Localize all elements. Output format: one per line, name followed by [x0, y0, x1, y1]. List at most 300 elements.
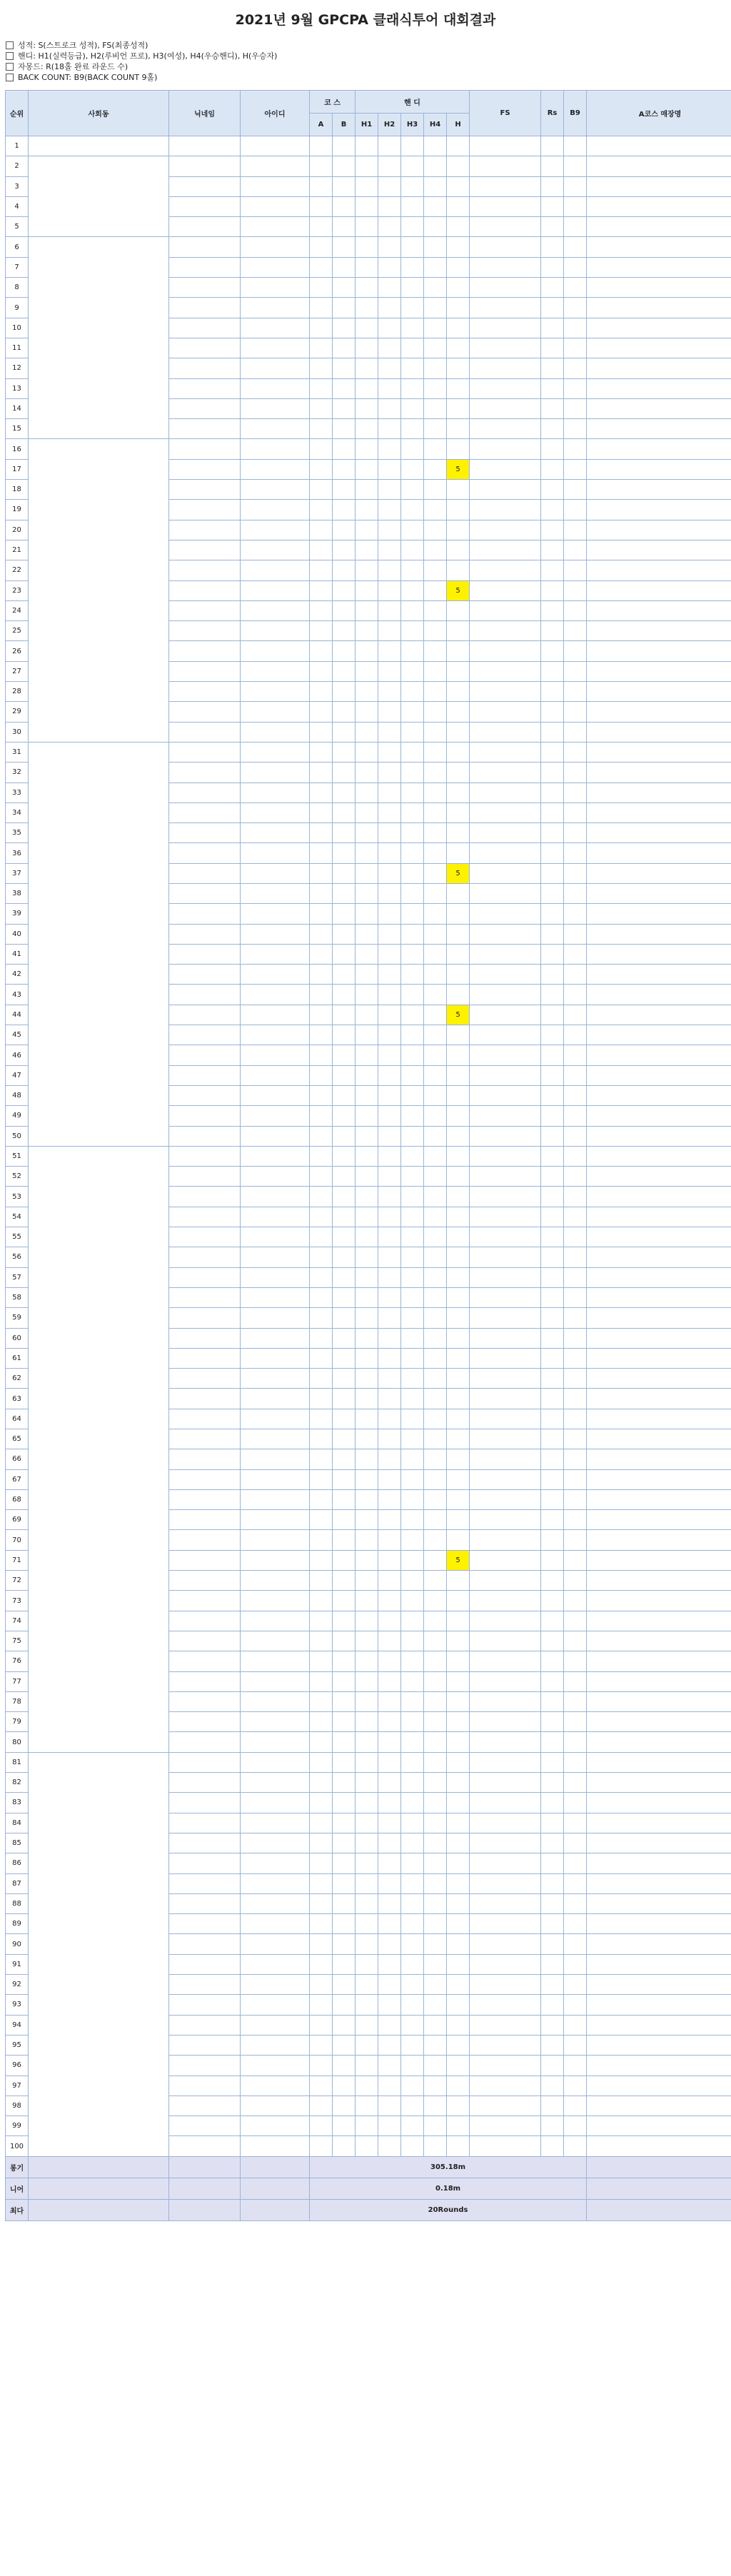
fs-cell	[470, 843, 541, 863]
fs-cell	[470, 1167, 541, 1187]
nickname-cell	[169, 2095, 241, 2115]
b-cell	[333, 1287, 356, 1307]
b-cell	[333, 1328, 356, 1348]
store-cell	[587, 1065, 731, 1085]
store-cell	[587, 823, 731, 843]
nickname-cell	[169, 278, 241, 298]
fs-cell	[470, 763, 541, 783]
nickname-cell	[169, 702, 241, 722]
rs-cell	[541, 1954, 564, 1974]
b9-cell	[564, 540, 587, 560]
b9-cell	[564, 1591, 587, 1611]
h2-cell	[378, 742, 401, 762]
a-cell	[310, 1369, 333, 1389]
rs-cell	[541, 398, 564, 418]
b9-cell	[564, 763, 587, 783]
b9-cell	[564, 358, 587, 378]
userid-cell	[241, 600, 310, 620]
fs-cell	[470, 1773, 541, 1793]
store-cell	[587, 1005, 731, 1025]
b9-cell	[564, 378, 587, 398]
h2-cell	[378, 2015, 401, 2035]
h2-cell	[378, 1853, 401, 1873]
fs-cell	[470, 439, 541, 459]
b-cell	[333, 1126, 356, 1146]
h4-cell	[424, 641, 447, 661]
h1-cell	[356, 965, 378, 985]
a-cell	[310, 904, 333, 924]
b-cell	[333, 1045, 356, 1065]
h1-cell	[356, 682, 378, 702]
store-cell	[587, 965, 731, 985]
b-cell	[333, 2015, 356, 2035]
fs-cell	[470, 1085, 541, 1105]
h4-cell	[424, 1085, 447, 1105]
h3-cell	[401, 459, 424, 479]
rs-cell	[541, 560, 564, 580]
fs-cell	[470, 641, 541, 661]
fs-cell	[470, 1126, 541, 1146]
b-cell	[333, 1085, 356, 1105]
h3-cell	[401, 904, 424, 924]
rs-cell	[541, 1873, 564, 1893]
userid-cell	[241, 1530, 310, 1550]
userid-cell	[241, 1489, 310, 1509]
rs-cell	[541, 2116, 564, 2136]
h2-cell	[378, 318, 401, 338]
b-cell	[333, 661, 356, 681]
b-cell	[333, 682, 356, 702]
fs-cell	[470, 1308, 541, 1328]
b9-cell	[564, 1429, 587, 1449]
b-cell	[333, 1489, 356, 1509]
h3-cell	[401, 722, 424, 742]
h3-cell	[401, 1550, 424, 1570]
b-cell	[333, 1267, 356, 1287]
h3-cell	[401, 1409, 424, 1429]
h2-cell	[378, 298, 401, 318]
rs-cell	[541, 2136, 564, 2156]
h2-cell	[378, 1671, 401, 1691]
h1-cell	[356, 742, 378, 762]
a-cell	[310, 298, 333, 318]
a-cell	[310, 1691, 333, 1711]
h1-cell	[356, 600, 378, 620]
b9-cell	[564, 2015, 587, 2035]
h1-cell	[356, 661, 378, 681]
nickname-cell	[169, 600, 241, 620]
a-cell	[310, 742, 333, 762]
h4-cell	[424, 1348, 447, 1368]
h3-cell	[401, 1469, 424, 1489]
a-cell	[310, 600, 333, 620]
b9-cell	[564, 1671, 587, 1691]
a-cell	[310, 439, 333, 459]
header-h4: H4	[424, 114, 447, 136]
b-cell	[333, 1611, 356, 1631]
b9-cell	[564, 1530, 587, 1550]
nickname-cell	[169, 1267, 241, 1287]
h3-cell	[401, 1308, 424, 1328]
b-cell	[333, 1954, 356, 1974]
h2-cell	[378, 985, 401, 1005]
userid-cell	[241, 1793, 310, 1813]
a-cell	[310, 419, 333, 439]
b-cell	[333, 1369, 356, 1389]
h2-cell	[378, 641, 401, 661]
rank-cell: 64	[6, 1409, 29, 1429]
h-cell	[447, 1328, 470, 1348]
b-cell	[333, 1389, 356, 1409]
h4-cell	[424, 783, 447, 803]
rank-cell: 100	[6, 2136, 29, 2156]
nickname-cell	[169, 1489, 241, 1509]
h1-cell	[356, 1267, 378, 1287]
fs-cell	[470, 398, 541, 418]
store-cell	[587, 843, 731, 863]
h-cell	[447, 1429, 470, 1449]
userid-cell	[241, 1651, 310, 1671]
header-h: H	[447, 114, 470, 136]
rs-cell	[541, 378, 564, 398]
b-cell	[333, 1873, 356, 1893]
fs-cell	[470, 1873, 541, 1893]
h1-cell	[356, 1914, 378, 1934]
h4-cell	[424, 439, 447, 459]
rs-cell	[541, 2035, 564, 2055]
a-cell	[310, 944, 333, 964]
h2-cell	[378, 500, 401, 520]
userid-cell	[241, 1853, 310, 1873]
b-cell	[333, 1793, 356, 1813]
h2-cell	[378, 2136, 401, 2156]
h1-cell	[356, 1489, 378, 1509]
award-value: 20Rounds	[310, 2199, 587, 2220]
store-cell	[587, 358, 731, 378]
rs-cell	[541, 1005, 564, 1025]
h4-cell	[424, 1005, 447, 1025]
h1-cell	[356, 1651, 378, 1671]
store-cell	[587, 1328, 731, 1348]
userid-cell	[241, 1752, 310, 1772]
rs-cell	[541, 1893, 564, 1913]
sponsor-cell	[29, 1752, 169, 2156]
h4-cell	[424, 682, 447, 702]
userid-cell	[241, 156, 310, 176]
h-cell	[447, 1853, 470, 1873]
nickname-cell	[169, 1369, 241, 1389]
fs-cell	[470, 257, 541, 277]
store-cell	[587, 702, 731, 722]
h4-cell	[424, 600, 447, 620]
nickname-cell	[169, 965, 241, 985]
fs-cell	[470, 1793, 541, 1813]
b9-cell	[564, 1227, 587, 1247]
userid-cell	[241, 2015, 310, 2035]
h1-cell	[356, 1025, 378, 1045]
rs-cell	[541, 763, 564, 783]
h2-cell	[378, 520, 401, 540]
nickname-cell	[169, 298, 241, 318]
nickname-cell	[169, 540, 241, 560]
h3-cell	[401, 1914, 424, 1934]
rs-cell	[541, 237, 564, 257]
h-cell	[447, 1146, 470, 1166]
userid-cell	[241, 1550, 310, 1570]
legend-line: BACK COUNT: B9(BACK COUNT 9홀)	[18, 73, 158, 82]
rank-cell: 85	[6, 1833, 29, 1853]
rank-cell: 11	[6, 338, 29, 358]
h-cell	[447, 1510, 470, 1530]
h3-cell	[401, 1247, 424, 1267]
h4-cell	[424, 1469, 447, 1489]
a-cell	[310, 1773, 333, 1793]
rank-cell: 58	[6, 1287, 29, 1307]
fs-cell	[470, 1247, 541, 1267]
header-rank: 순위	[6, 91, 29, 136]
fs-cell	[470, 520, 541, 540]
nickname-cell	[169, 1853, 241, 1873]
rank-cell: 78	[6, 1691, 29, 1711]
b9-cell	[564, 176, 587, 196]
rank-cell: 49	[6, 1106, 29, 1126]
h-cell	[447, 1449, 470, 1469]
h4-cell	[424, 1207, 447, 1227]
fs-cell	[470, 722, 541, 742]
b-cell	[333, 1813, 356, 1833]
b-cell	[333, 742, 356, 762]
store-cell	[587, 641, 731, 661]
rs-cell	[541, 904, 564, 924]
h2-cell	[378, 1005, 401, 1025]
store-cell	[587, 1489, 731, 1509]
h4-cell	[424, 1631, 447, 1651]
h2-cell	[378, 560, 401, 580]
userid-cell	[241, 136, 310, 156]
award-value: 0.18m	[310, 2178, 587, 2199]
fs-cell	[470, 1207, 541, 1227]
award-row	[6, 2178, 731, 2199]
h1-cell	[356, 2076, 378, 2095]
a-cell	[310, 1995, 333, 2015]
h-cell	[447, 682, 470, 702]
h2-cell	[378, 1873, 401, 1893]
store-cell	[587, 985, 731, 1005]
rs-cell	[541, 459, 564, 479]
userid-cell	[241, 1893, 310, 1913]
store-cell	[587, 1813, 731, 1833]
nickname-cell	[169, 2116, 241, 2136]
userid-cell	[241, 1449, 310, 1469]
userid-cell	[241, 661, 310, 681]
b9-cell	[564, 965, 587, 985]
store-cell	[587, 2095, 731, 2115]
h2-cell	[378, 1247, 401, 1267]
nickname-cell	[169, 1833, 241, 1853]
rank-cell: 52	[6, 1167, 29, 1187]
rank-cell: 48	[6, 1085, 29, 1105]
h-cell	[447, 1671, 470, 1691]
b-cell	[333, 1025, 356, 1045]
h1-cell	[356, 1793, 378, 1813]
b9-cell	[564, 1146, 587, 1166]
b9-cell	[564, 641, 587, 661]
h3-cell	[401, 1207, 424, 1227]
b9-cell	[564, 985, 587, 1005]
h2-cell	[378, 1429, 401, 1449]
fs-cell	[470, 1530, 541, 1550]
fs-cell	[470, 1732, 541, 1752]
rank-cell: 60	[6, 1328, 29, 1348]
h4-cell	[424, 2076, 447, 2095]
nickname-cell	[169, 398, 241, 418]
h3-cell	[401, 196, 424, 216]
h2-cell	[378, 358, 401, 378]
rs-cell	[541, 217, 564, 237]
userid-cell	[241, 1146, 310, 1166]
userid-cell	[241, 257, 310, 277]
results-table	[5, 90, 731, 2221]
userid-cell	[241, 1631, 310, 1651]
rank-cell: 61	[6, 1348, 29, 1368]
userid-cell	[241, 823, 310, 843]
award-row	[6, 2199, 731, 2220]
award-nickname	[169, 2199, 241, 2220]
nickname-cell	[169, 1793, 241, 1813]
h-cell	[447, 1389, 470, 1409]
b-cell	[333, 823, 356, 843]
h-cell	[447, 298, 470, 318]
nickname-cell	[169, 2056, 241, 2076]
userid-cell	[241, 237, 310, 257]
b9-cell	[564, 1045, 587, 1065]
userid-cell	[241, 1106, 310, 1126]
store-cell	[587, 1106, 731, 1126]
header-h3: H3	[401, 114, 424, 136]
nickname-cell	[169, 1449, 241, 1469]
nickname-cell	[169, 196, 241, 216]
fs-cell	[470, 1995, 541, 2015]
userid-cell	[241, 459, 310, 479]
h3-cell	[401, 439, 424, 459]
b-cell	[333, 1187, 356, 1207]
nickname-cell	[169, 1893, 241, 1913]
fs-cell	[470, 1712, 541, 1732]
a-cell	[310, 1106, 333, 1126]
h4-cell	[424, 1247, 447, 1267]
b-cell	[333, 560, 356, 580]
rank-cell: 8	[6, 278, 29, 298]
fs-cell	[470, 1489, 541, 1509]
b9-cell	[564, 1934, 587, 1954]
h-cell: 5	[447, 863, 470, 883]
fs-cell	[470, 2076, 541, 2095]
b9-cell	[564, 924, 587, 944]
a-cell	[310, 1085, 333, 1105]
fs-cell	[470, 278, 541, 298]
rank-cell: 24	[6, 600, 29, 620]
nickname-cell	[169, 763, 241, 783]
a-cell	[310, 1550, 333, 1570]
rs-cell	[541, 500, 564, 520]
a-cell	[310, 985, 333, 1005]
h-cell	[447, 1833, 470, 1853]
h2-cell	[378, 1651, 401, 1671]
userid-cell	[241, 1914, 310, 1934]
store-cell	[587, 1085, 731, 1105]
rank-cell: 98	[6, 2095, 29, 2115]
userid-cell	[241, 2095, 310, 2115]
h1-cell	[356, 1287, 378, 1307]
h3-cell	[401, 1227, 424, 1247]
a-cell	[310, 1793, 333, 1813]
b-cell	[333, 1732, 356, 1752]
b-cell	[333, 1247, 356, 1267]
fs-cell	[470, 1591, 541, 1611]
b9-cell	[564, 1187, 587, 1207]
h2-cell	[378, 1409, 401, 1429]
fs-cell	[470, 1671, 541, 1691]
nickname-cell	[169, 257, 241, 277]
a-cell	[310, 1671, 333, 1691]
rank-cell: 25	[6, 621, 29, 641]
nickname-cell	[169, 1651, 241, 1671]
rank-cell: 70	[6, 1530, 29, 1550]
store-cell	[587, 500, 731, 520]
store-cell	[587, 803, 731, 822]
b9-cell	[564, 1167, 587, 1187]
h4-cell	[424, 1975, 447, 1995]
store-cell	[587, 1954, 731, 1974]
h3-cell	[401, 763, 424, 783]
h3-cell	[401, 1691, 424, 1711]
nickname-cell	[169, 1732, 241, 1752]
fs-cell	[470, 883, 541, 903]
h3-cell	[401, 1732, 424, 1752]
rs-cell	[541, 783, 564, 803]
fs-cell	[470, 1571, 541, 1591]
h-cell	[447, 439, 470, 459]
b-cell	[333, 540, 356, 560]
b-cell	[333, 439, 356, 459]
b9-cell	[564, 338, 587, 358]
rank-cell: 13	[6, 378, 29, 398]
rank-cell: 21	[6, 540, 29, 560]
userid-cell	[241, 278, 310, 298]
rank-cell: 68	[6, 1489, 29, 1509]
a-cell	[310, 358, 333, 378]
h1-cell	[356, 843, 378, 863]
rs-cell	[541, 1328, 564, 1348]
fs-cell	[470, 742, 541, 762]
rs-cell	[541, 156, 564, 176]
rank-cell: 67	[6, 1469, 29, 1489]
h2-cell	[378, 1893, 401, 1913]
b-cell	[333, 641, 356, 661]
b-cell	[333, 722, 356, 742]
rs-cell	[541, 1227, 564, 1247]
a-cell	[310, 1045, 333, 1065]
fs-cell	[470, 2056, 541, 2076]
store-cell	[587, 2015, 731, 2035]
h1-cell	[356, 863, 378, 883]
h1-cell	[356, 1106, 378, 1126]
fs-cell	[470, 823, 541, 843]
store-cell	[587, 1348, 731, 1368]
h-cell: 5	[447, 580, 470, 600]
store-cell	[587, 2056, 731, 2076]
h2-cell	[378, 540, 401, 560]
